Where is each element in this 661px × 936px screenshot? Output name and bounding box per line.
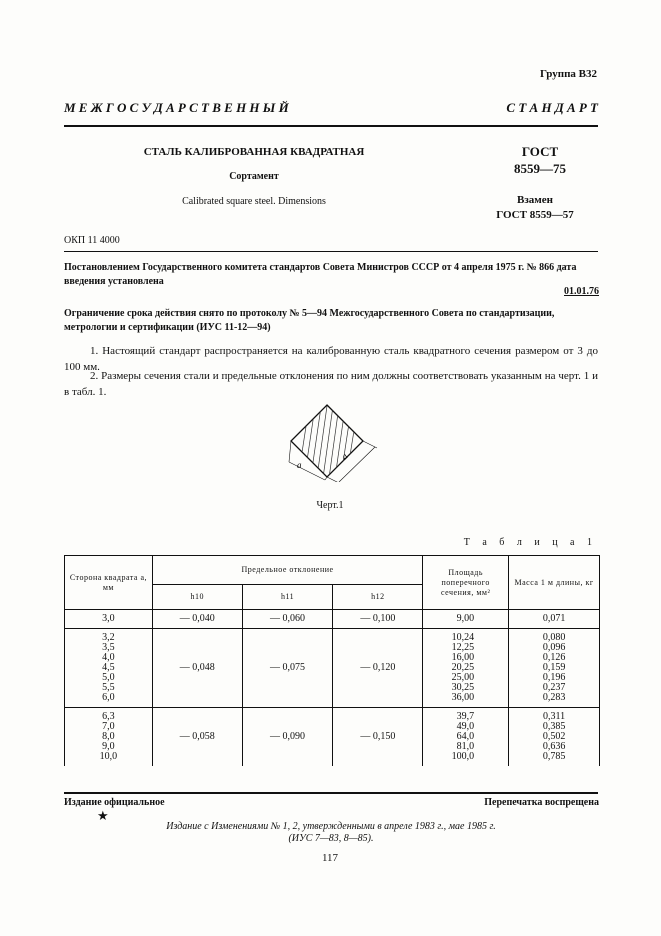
cell-side-value: 5,5	[102, 682, 115, 693]
header-deviation: Предельное отклонение	[152, 556, 422, 585]
cell-area-value: 16,00	[451, 652, 475, 663]
cell-mass	[509, 629, 600, 708]
table-row	[65, 629, 600, 708]
table-row	[65, 610, 600, 629]
standard-banner	[64, 100, 598, 116]
header-h11: h11	[242, 585, 333, 610]
cell-side-value: 7,0	[102, 721, 115, 732]
replaces-number: ГОСТ 8559—57	[496, 209, 574, 221]
paragraph-2: 2. Размеры сечения стали и предельные отклонения по ним должны соответствовать указанным на черт. 1 и в табл. 1.	[64, 370, 598, 398]
english-title: Calibrated square steel. Dimensions	[182, 196, 326, 207]
banner-word-standard: С Т А Н Д А Р Т	[506, 100, 598, 115]
document-title: СТАЛЬ КАЛИБРОВАННАЯ КВАДРАТНАЯ	[143, 146, 365, 158]
cell-side-value: 5,0	[102, 672, 115, 683]
edition-note	[64, 821, 598, 845]
replaces-label: Взамен	[517, 194, 553, 206]
cell-mass-value: 0,785	[542, 751, 566, 762]
gost-number: 8559—75	[514, 161, 566, 176]
figure-caption: Черт.1	[316, 500, 344, 511]
header-rule	[64, 125, 598, 127]
cell-mass-value: 0,071	[542, 613, 566, 624]
cell-side-value: 10,0	[99, 751, 118, 762]
dim-label-left: a	[297, 460, 302, 470]
cell-area-value: 64,0	[456, 731, 475, 742]
cell-mass	[509, 610, 600, 629]
footer-rule	[64, 792, 598, 794]
cell-mass-value: 0,080	[542, 632, 566, 643]
effective-date: 01.01.76	[564, 286, 599, 297]
cell-side-value: 3,5	[102, 642, 115, 653]
cell-side-value: 4,0	[102, 652, 115, 663]
cell-mass-value: 0,311	[543, 711, 566, 722]
cell-area-value: 30,25	[451, 682, 475, 693]
cell-side-value: 8,0	[102, 731, 115, 742]
square-section-drawing	[285, 402, 385, 482]
header-h10: h10	[152, 585, 242, 610]
cell-h12: — 0,120	[333, 629, 423, 708]
cell-side-value: 6,3	[102, 711, 115, 722]
edition-line-2: (ИУС 7—83, 8—85).	[288, 833, 374, 844]
reprint-prohibited: Перепечатка воспрещена	[484, 797, 599, 808]
cell-side	[65, 610, 153, 629]
header-side: Сторона квадрата a, мм	[65, 556, 153, 610]
cell-area-value: 81,0	[456, 741, 475, 752]
cell-side	[65, 629, 153, 708]
cell-mass-value: 0,502	[542, 731, 566, 742]
cell-area-value: 49,0	[456, 721, 475, 732]
cell-side-value: 9,0	[102, 741, 115, 752]
header-mass: Масса 1 м длины, кг	[509, 556, 600, 610]
cell-mass-value: 0,636	[542, 741, 566, 752]
table-row	[65, 708, 600, 767]
decree-text: Постановлением Государственного комитета стандартов Совета Министров СССР от 4 апреля 1975 г. № 866 дата введения установлена	[64, 262, 577, 287]
cell-area-value: 100,0	[451, 751, 475, 762]
cell-h10: — 0,058	[152, 708, 242, 767]
replaces-block	[470, 193, 600, 223]
header-h12: h12	[333, 585, 423, 610]
gost-label: ГОСТ	[521, 144, 559, 159]
cell-mass-value: 0,385	[542, 721, 566, 732]
table-body	[65, 610, 600, 767]
page-number: 117	[321, 852, 339, 864]
cell-mass-value: 0,159	[542, 662, 566, 673]
cell-mass-value: 0,237	[542, 682, 566, 693]
cell-h10: — 0,048	[152, 629, 242, 708]
cell-area-value: 25,00	[451, 672, 475, 683]
okp-rule	[64, 251, 598, 252]
cell-area-value: 20,25	[451, 662, 475, 673]
header-area: Площадь поперечного сечения, мм²	[423, 556, 509, 610]
cell-h11: — 0,075	[242, 629, 333, 708]
group-code: Группа В32	[539, 68, 597, 80]
okp-code: ОКП 11 4000	[64, 235, 120, 246]
cell-side-value: 4,5	[102, 662, 115, 673]
cell-h10: — 0,040	[152, 610, 242, 629]
official-edition: Издание официальное	[64, 797, 165, 808]
table-label: Т а б л и ц а 1	[463, 537, 597, 548]
cell-side-value: 3,0	[102, 613, 115, 624]
cell-area	[423, 629, 509, 708]
cell-area-value: 39,7	[456, 711, 475, 722]
cell-side-value: 3,2	[102, 632, 115, 643]
dimensions-table	[64, 555, 600, 766]
cell-side	[65, 708, 153, 767]
cell-area-value: 9,00	[456, 613, 475, 624]
cell-h11: — 0,090	[242, 708, 333, 767]
edition-line-1: Издание с Изменениями № 1, 2, утвержденными в апреле 1983 г., мае 1985 г.	[166, 821, 496, 832]
dim-label-right: a	[339, 451, 350, 462]
document-subtitle: Сортамент	[229, 171, 279, 182]
cell-area	[423, 610, 509, 629]
cell-area-value: 36,00	[451, 692, 475, 703]
cell-area-value: 12,25	[451, 642, 475, 653]
cell-area-value: 10,24	[451, 632, 475, 643]
gost-designation	[480, 143, 600, 177]
banner-word-interstate: М Е Ж Г О С У Д А Р С Т В Е Н Н Ы Й	[64, 100, 289, 115]
cell-mass-value: 0,283	[542, 692, 566, 703]
cell-mass-value: 0,196	[542, 672, 566, 683]
cell-h12: — 0,150	[333, 708, 423, 767]
star-icon: ★	[97, 808, 109, 823]
cell-area	[423, 708, 509, 767]
cell-mass-value: 0,126	[542, 652, 566, 663]
cell-mass-value: 0,096	[542, 642, 566, 653]
cell-mass	[509, 708, 600, 767]
paragraph-1: 1. Настоящий стандарт распространяется на калиброванную сталь квадратного сечения размером от 3 до 100 мм.	[64, 345, 598, 373]
cell-h12: — 0,100	[333, 610, 423, 629]
cell-side-value: 6,0	[102, 692, 115, 703]
cell-h11: — 0,060	[242, 610, 333, 629]
limitation-text: Ограничение срока действия снято по протоколу № 5—94 Межгосударственного Совета по стандартизации, метрологии и сертификации (ИУС 11-12—94)	[64, 308, 555, 333]
